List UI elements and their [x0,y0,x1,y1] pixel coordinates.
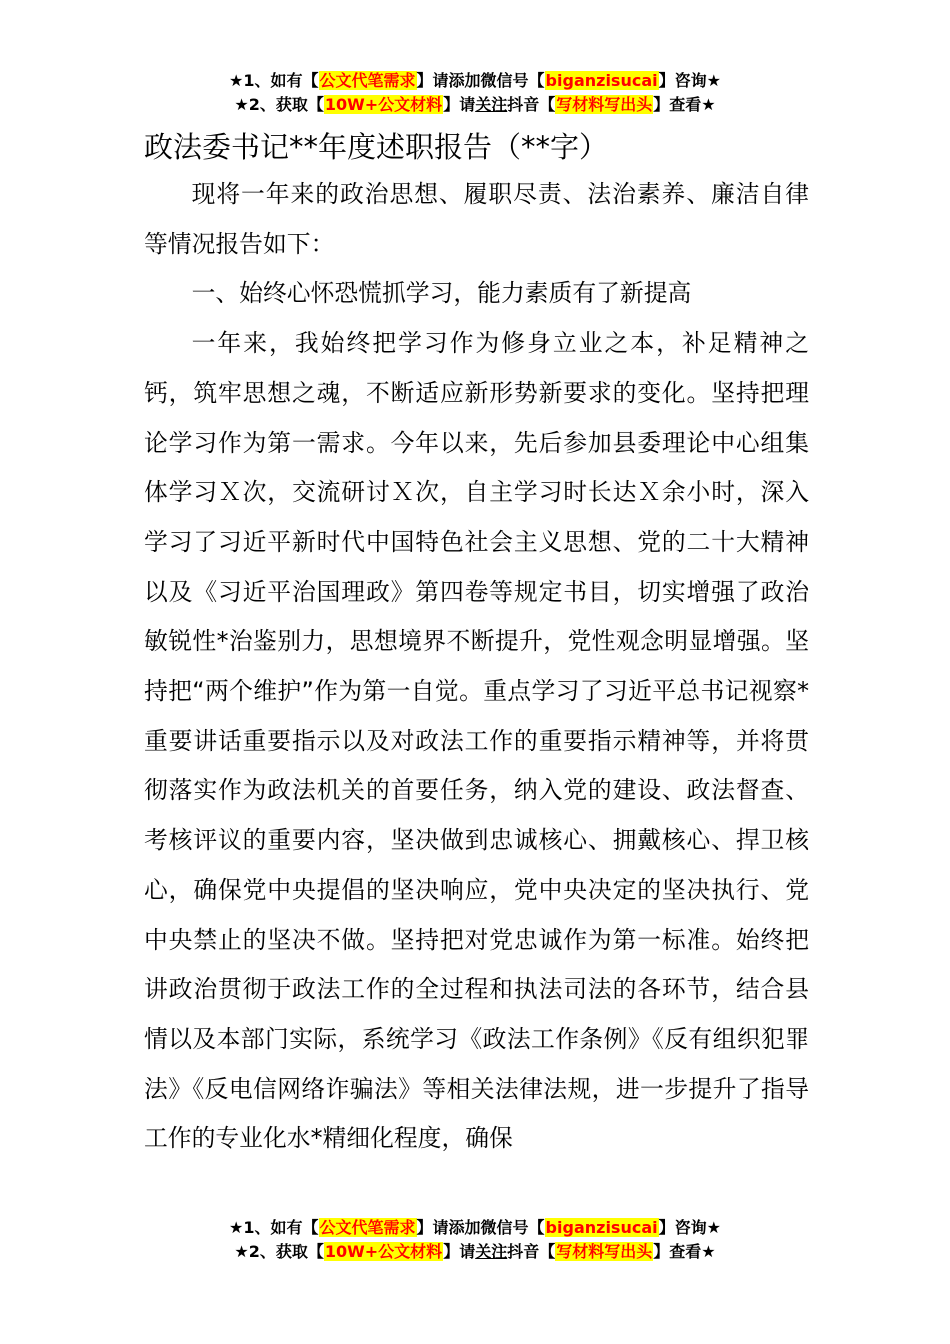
banner-line-1 [0,1216,950,1240]
highlight-wechat-id: biganzisucai [545,71,658,90]
highlight-materials: 10W+公文材料 [324,95,443,114]
body-paragraph: 一年来，我始终把学习作为修身立业之本，补足精神之钙，筑牢思想之魂，不断适应新形势新要求的变化。坚持把理论学习作为第一需求。今年以来，先后参加县委理论中心组集体学习Ｘ次，交流研讨Ｘ次，自主学习时长达Ｘ余小时，深入学习了习近平新时代中国特色社会主义思想、党的二十大精神以及《习近平治国理政》第四卷等规定书目，切实增强了政治敏锐性*治鉴别力，思想境界不断提升，党性观念明显增强。坚持把“两个维护”作为第一自觉。重点学习了习近平总书记视察*重要讲话重要指示以及对政法工作的重要指示精神等，并将贯彻落实作为政法机关的首要任务，纳入党的建设、政法督查、考核评议的重要内容，坚决做到忠诚核心、拥戴核心、捍卫核心，确保党中央提倡的坚决响应，党中央决定的坚决执行、党中央禁止的坚决不做。坚持把对党忠诚作为第一标准。始终把讲政治贯彻于政法工作的全过程和执法司法的各环节，结合县情以及本部门实际，系统学习《政法工作条例》《反有组织犯罪法》《反电信网络诈骗法》等相关法律法规，进一步提升了指导工作的专业化水*精细化程度，确保 [144,329,809,1153]
banner-text: 】请 [443,1242,476,1261]
banner-text: ★2、获取【 [234,95,324,114]
banner-text: 】咨询★ [658,71,721,90]
highlight-ghostwriting: 公文代笔需求 [319,71,416,90]
banner-text: 】请 [443,95,476,114]
underlined-follow: 关注 [475,1242,508,1261]
banner-line-1 [0,69,950,93]
highlight-douyin-account: 写材料写出头 [556,95,653,114]
highlight-wechat-id: biganzisucai [545,1218,658,1237]
banner-text: 抖音【 [507,95,556,114]
banner-text: 抖音【 [507,1242,556,1261]
highlight-ghostwriting: 公文代笔需求 [319,1218,416,1237]
highlight-materials: 10W+公文材料 [324,1242,443,1261]
underlined-follow: 关注 [475,95,508,114]
header-banner [0,69,950,117]
banner-text: 】咨询★ [658,1218,721,1237]
banner-text: 】查看★ [653,1242,716,1261]
banner-text: 】请添加微信号【 [416,1218,545,1237]
banner-line-2 [0,93,950,117]
highlight-douyin-account: 写材料写出头 [556,1242,653,1261]
document-body [144,124,809,1164]
banner-text: 】查看★ [653,95,716,114]
section-heading: 一、始终心怀恐慌抓学习，能力素质有了新提高 [191,279,692,308]
banner-line-2 [0,1240,950,1264]
document-title: 政法委书记**年度述职报告（**字） [144,130,609,164]
footer-banner [0,1216,950,1264]
banner-text: ★1、如有【 [229,71,319,90]
banner-text: ★2、获取【 [234,1242,324,1261]
intro-paragraph: 现将一年来的政治思想、履职尽责、法治素养、廉洁自律等情况报告如下： [144,180,809,258]
banner-text: 】请添加微信号【 [416,71,545,90]
banner-text: ★1、如有【 [229,1218,319,1237]
